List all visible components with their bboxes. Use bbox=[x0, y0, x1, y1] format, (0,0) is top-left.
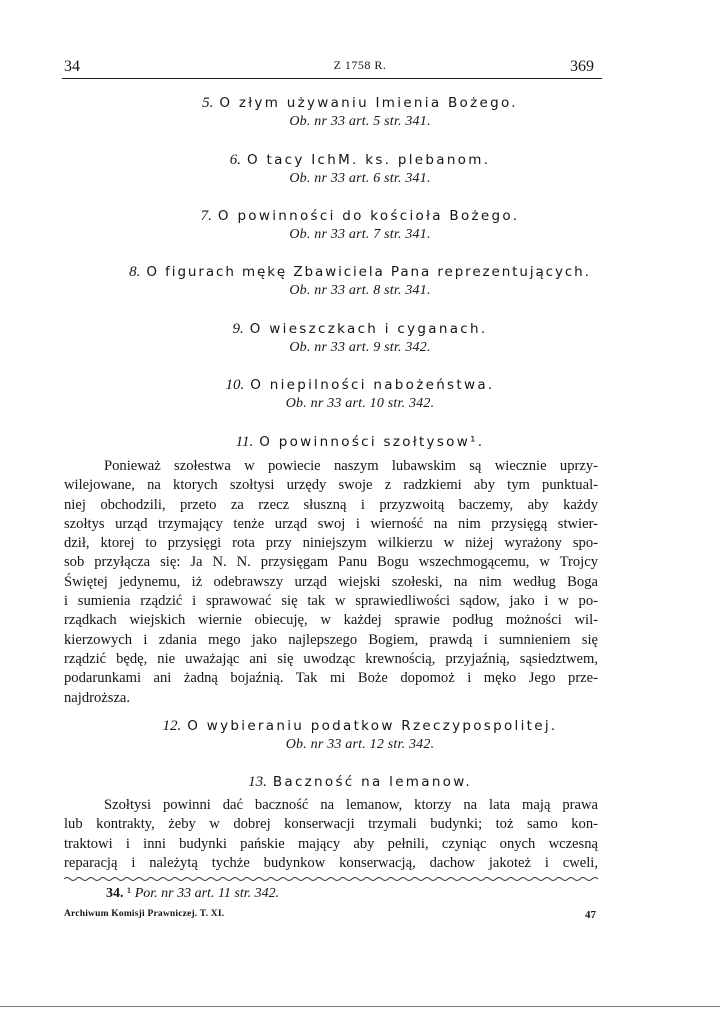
text-line: niej obchodzili, przeto za rzecz słuszną i przyzwoitą baczemy, aby każdy bbox=[64, 496, 598, 513]
entry-number: 6. bbox=[229, 152, 241, 168]
scan-edge-line bbox=[0, 1006, 720, 1007]
entry-number: 9. bbox=[232, 321, 244, 337]
text-line: i sumienia rządzić i sprawować się tak w sprawiedliwości sądow, jako i w po- bbox=[64, 593, 598, 610]
text-line: rządzić będę, nie uważając ani się uwodząc krewnością, przyjaźnią, sąsiedztwem, bbox=[64, 650, 598, 667]
entry-8 bbox=[0, 262, 720, 300]
right-page-number: 369 bbox=[570, 58, 594, 75]
entry-title: Baczność na lemanow. bbox=[272, 774, 472, 790]
entry-number: 7. bbox=[200, 208, 212, 224]
text-line: Świętej jedynemu, iż odebrawszy urząd wiejski szołeski, na nim według Boga bbox=[64, 573, 598, 590]
footnote-marker: ¹ bbox=[127, 886, 132, 901]
entry-number: 12. bbox=[162, 718, 182, 734]
entry-12 bbox=[0, 716, 720, 754]
entry-5 bbox=[0, 93, 720, 131]
entry-reference: Ob. nr 33 art. 9 str. 342. bbox=[289, 340, 431, 355]
text-line: sob przyłącza się: Ja N. N. przysięgam Panu Bogu wszechmogącemu, w Trojcy bbox=[64, 554, 598, 571]
entry-number: 10. bbox=[225, 377, 245, 393]
entry-number: 5. bbox=[202, 95, 214, 111]
left-page-number: 34 bbox=[64, 58, 80, 75]
entry-heading bbox=[0, 93, 720, 113]
text-line: dził, ktorej to przysięgi rota przy niniejszym wilkierzu w niżej wyrażony spo- bbox=[64, 535, 598, 552]
entry-number: 11. bbox=[235, 434, 254, 450]
footnote-text: Por. nr 33 art. 11 str. 342. bbox=[134, 886, 280, 901]
entry-reference: Ob. nr 33 art. 6 str. 341. bbox=[289, 171, 431, 186]
text-line: traktowi i inni budynki pańskie mający aby pełnili, czyniąc onych wczesną bbox=[64, 835, 598, 852]
footnote-separator bbox=[64, 876, 600, 882]
entry-heading bbox=[0, 319, 720, 339]
text-line: rządkach wiejskich wiernie obiecuję, w każdej sprawie podług możności wil- bbox=[64, 612, 598, 629]
entry-heading bbox=[0, 262, 720, 282]
text-line: najdroższa. bbox=[64, 689, 131, 706]
entry-7 bbox=[0, 206, 720, 244]
entry-title: O złym używaniu Imienia Bożego. bbox=[219, 95, 518, 111]
running-header: Z 1758 R. bbox=[333, 58, 387, 72]
entry-title: O powinności do kościoła Bożego. bbox=[217, 208, 520, 224]
entry-heading bbox=[0, 150, 720, 170]
entry-13 bbox=[0, 772, 720, 792]
entry-heading bbox=[0, 716, 720, 736]
text-line: wilejowane, na ktorych szołtysi urzędy swoje z radzkiemi aby tym punktual- bbox=[64, 477, 598, 494]
entry-reference: Ob. nr 33 art. 8 str. 341. bbox=[289, 283, 431, 298]
entry-heading bbox=[0, 432, 720, 452]
entry-9 bbox=[0, 319, 720, 357]
entry-reference: Ob. nr 33 art. 5 str. 341. bbox=[289, 114, 431, 129]
entry-11 bbox=[0, 432, 720, 452]
header-rule bbox=[62, 78, 602, 79]
entry-number: 13. bbox=[248, 774, 267, 790]
entry-title: O wieszczkach i cyganach. bbox=[249, 321, 488, 337]
paragraph-11 bbox=[64, 457, 598, 708]
text-line: kierzowych i zdania mego jako najlepszego Bogiem, prawdą i sumnieniem się bbox=[64, 631, 598, 648]
entry-heading bbox=[0, 375, 720, 395]
paragraph-13 bbox=[64, 796, 598, 873]
publication-signature: Archiwum Komisji Prawniczej. T. XI. bbox=[64, 909, 225, 919]
text-line: podarunkami ani żadną bojaźnią. Tak mi Boże dopomoż i męko Jego prze- bbox=[64, 670, 598, 687]
entry-title: O figurach mękę Zbawiciela Pana reprezentujących. bbox=[146, 264, 591, 280]
entry-heading bbox=[0, 772, 720, 792]
entry-title: O niepilności nabożeństwa. bbox=[250, 377, 495, 393]
entry-10 bbox=[0, 375, 720, 413]
entry-reference: Ob. nr 33 art. 7 str. 341. bbox=[289, 227, 431, 242]
text-line: szołtys urząd trzymający tenże urząd swoj i wierność na nim przysięgą stwier- bbox=[64, 515, 598, 532]
entry-title: O tacy IchM. ks. plebanom. bbox=[246, 152, 491, 168]
sheet-number: 47 bbox=[585, 909, 596, 921]
text-line: Szołtysi powinni dać baczność na lemanow, ktorzy na lata mają prawa bbox=[104, 797, 598, 813]
footnote bbox=[106, 886, 279, 902]
entry-heading bbox=[0, 206, 720, 226]
entry-6 bbox=[0, 150, 720, 188]
text-line: lub kontrakty, żeby w dobrej konserwacji trzymali budynki; toż samo kon- bbox=[64, 816, 598, 833]
entry-title: O wybieraniu podatkow Rzeczypospolitej. bbox=[187, 718, 558, 734]
footnote-number: 34. bbox=[106, 886, 124, 901]
text-line: reparacją i należytą tychże budynkow konserwacją, dachow jakoteż i cweli, bbox=[64, 854, 598, 871]
entry-reference: Ob. nr 33 art. 10 str. 342. bbox=[285, 396, 435, 411]
entry-number: 8. bbox=[129, 264, 141, 280]
entry-title: O powinności szołtysow¹. bbox=[259, 434, 485, 450]
entry-reference: Ob. nr 33 art. 12 str. 342. bbox=[285, 737, 435, 752]
text-line: Ponieważ szołestwa w powiecie naszym lubawskim są wiecznie uprzy- bbox=[104, 458, 598, 474]
